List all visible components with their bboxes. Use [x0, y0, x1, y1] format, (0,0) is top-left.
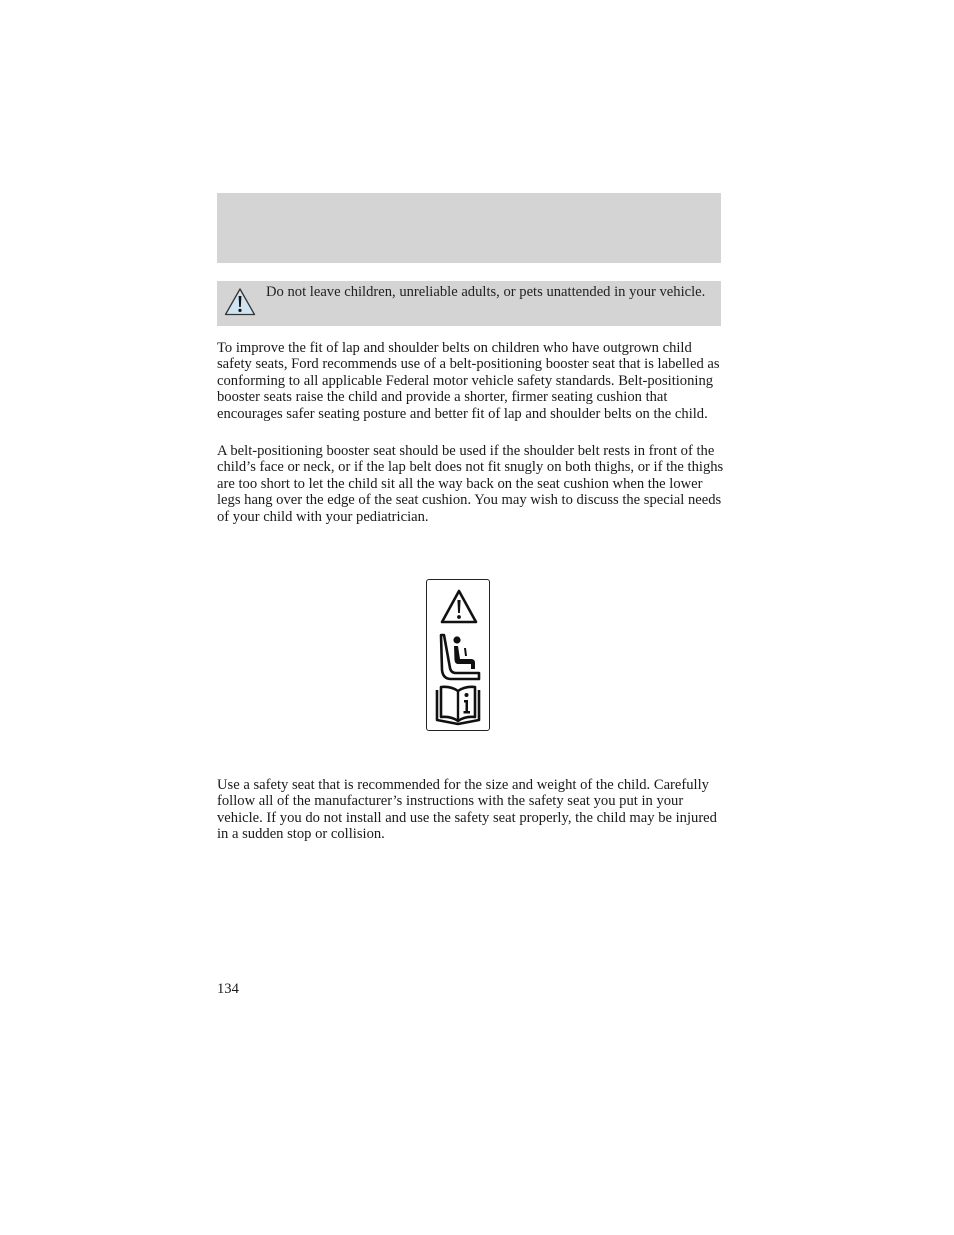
section-header-band: [217, 193, 721, 263]
paragraph-booster-seat-intro: To improve the fit of lap and shoulder belts on children who have outgrown child safety seats, Ford recommends use of a belt-positioning booster seat that is labelled as conforming to all applicable Federal motor vehicle safety standards. Belt-positioning booster seats raise the child and provide a shorter, firmer seating cushion that encourages safer seating posture and better fit of lap and shoulder belts on the child.: [217, 340, 720, 422]
paragraph-booster-seat-usage: A belt-positioning booster seat should be used if the shoulder belt rests in front of the child’s face or neck, or if the lap belt does not fit snugly on both thighs, or if the thighs are too short to let the child sit all the way back on the seat cushion when the lower legs hang over the edge of the seat cushion. You may wish to discuss the special needs of your child with your pediatrician.: [217, 443, 724, 525]
warning-box: [217, 281, 721, 326]
child-seat-icon: [427, 632, 489, 682]
paragraph-safety-seat-instructions: Use a safety seat that is recommended for the size and weight of the child. Carefully follow all of the manufacturer’s instructions with the safety seat you put in your vehicle. If you do not install and use the safety seat properly, the child may be injured in a sudden stop or collision.: [217, 777, 717, 843]
child-seat-warning-label: [426, 579, 490, 731]
warning-triangle-icon: [427, 588, 489, 628]
warning-triangle-icon: [224, 287, 256, 317]
page-number: 134: [217, 981, 239, 997]
owner-manual-info-icon: [427, 684, 489, 726]
warning-text: Do not leave children, unreliable adults, or pets unattended in your vehicle.: [266, 284, 706, 300]
